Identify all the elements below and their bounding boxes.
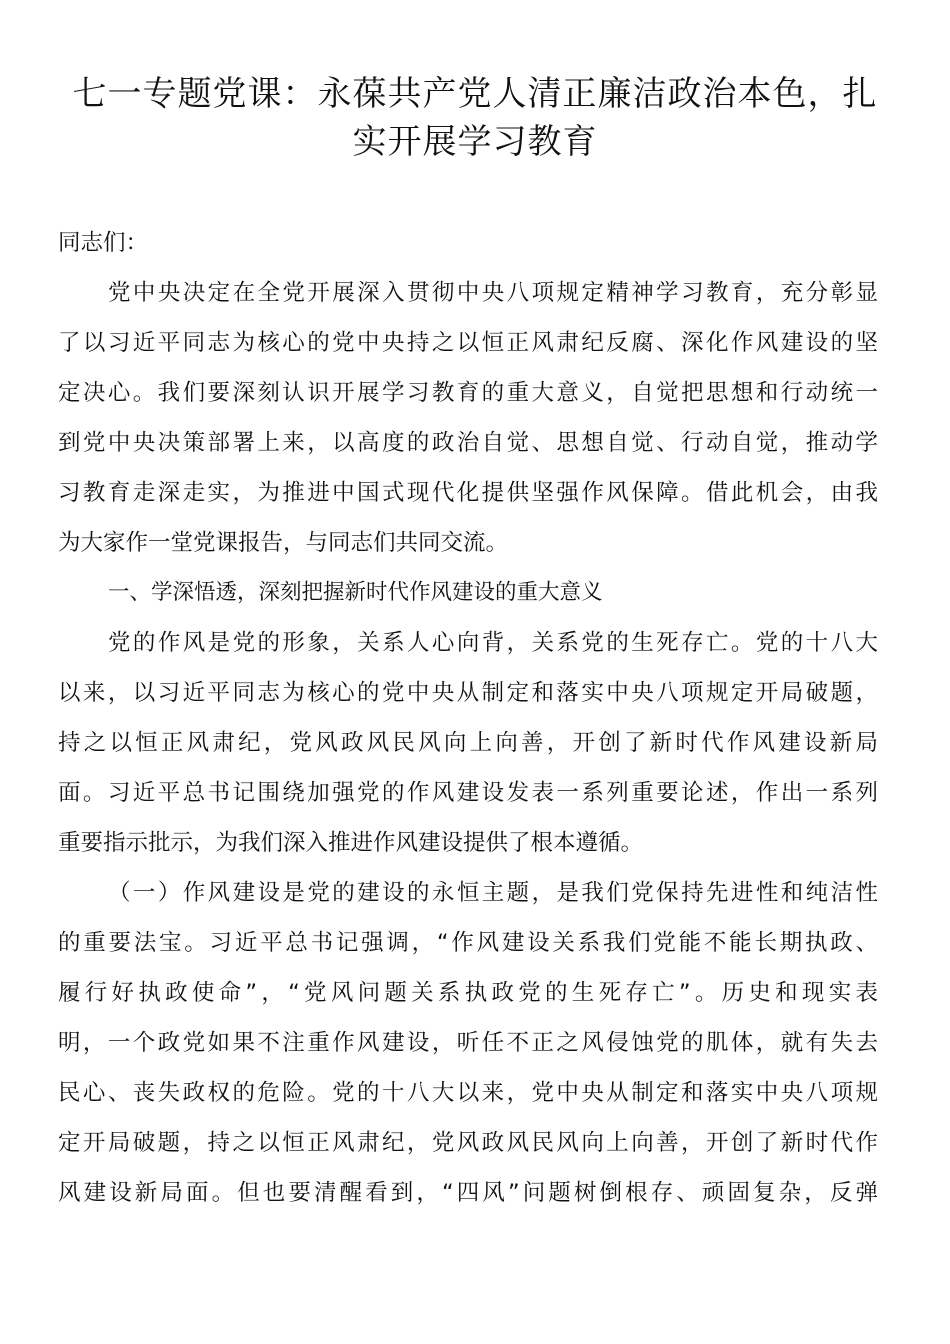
paragraph-line: 民心、丧失政权的危险。党的十八大以来，党中央从制定和落实中央八项规 [58,1080,878,1106]
paragraph-line: 到党中央决策部署上来，以高度的政治自觉、思想自觉、行动自觉，推动学 [58,430,878,456]
paragraph-intro [58,268,878,568]
paragraph-line: 为大家作一堂党课报告，与同志们共同交流。 [58,530,509,556]
salutation: 同志们： [58,230,149,256]
paragraph-line: 习教育走深走实，为推进中国式现代化提供坚强作风保障。借此机会，由我 [58,480,878,506]
paragraph-line: 明，一个政党如果不注重作风建设，听任不正之风侵蚀党的肌体，就有失去 [58,1030,878,1056]
title-line-2: 实开展学习教育 [352,122,598,162]
title-line-1: 七一专题党课：永葆共产党人清正廉洁政治本色，扎 [72,74,878,114]
paragraph-line: 的重要法宝。习近平总书记强调，“作风建设关系我们党能不能长期执政、 [58,930,878,956]
paragraph-line: 持之以恒正风肃纪，党风政风民风向上向善，开创了新时代作风建设新局 [58,730,878,756]
paragraph-line: 以来，以习近平同志为核心的党中央从制定和落实中央八项规定开局破题， [58,680,878,706]
paragraph-line: （一）作风建设是党的建设的永恒主题，是我们党保持先进性和纯洁性 [108,880,878,906]
paragraph-section1 [58,618,878,868]
paragraph-line: 党中央决定在全党开展深入贯彻中央八项规定精神学习教育，充分彰显 [108,280,878,306]
paragraph-line: 定决心。我们要深刻认识开展学习教育的重大意义，自觉把思想和行动统一 [58,380,878,406]
paragraph-line: 重要指示批示，为我们深入推进作风建设提供了根本遵循。 [58,830,644,856]
document-body [58,218,878,1218]
paragraph-line: 风建设新局面。但也要清醒看到，“四风”问题树倒根存、顽固复杂，反弹 [58,1180,878,1206]
paragraph-line: 面。习近平总书记围绕加强党的作风建设发表一系列重要论述，作出一系列 [58,780,878,806]
document-title [60,70,890,166]
paragraph-line: 定开局破题，持之以恒正风肃纪，党风政风民风向上向善，开创了新时代作 [58,1130,878,1156]
paragraph-line: 了以习近平同志为核心的党中央持之以恒正风肃纪反腐、深化作风建设的坚 [58,330,878,356]
paragraph-line: 党的作风是党的形象，关系人心向背，关系党的生死存亡。党的十八大 [108,630,878,656]
section-heading: 一、学深悟透，深刻把握新时代作风建设的重大意义 [108,580,603,605]
paragraph-line: 履行好执政使命”，“党风问题关系执政党的生死存亡”。历史和现实表 [58,980,878,1006]
paragraph-subsection1 [58,868,878,1218]
